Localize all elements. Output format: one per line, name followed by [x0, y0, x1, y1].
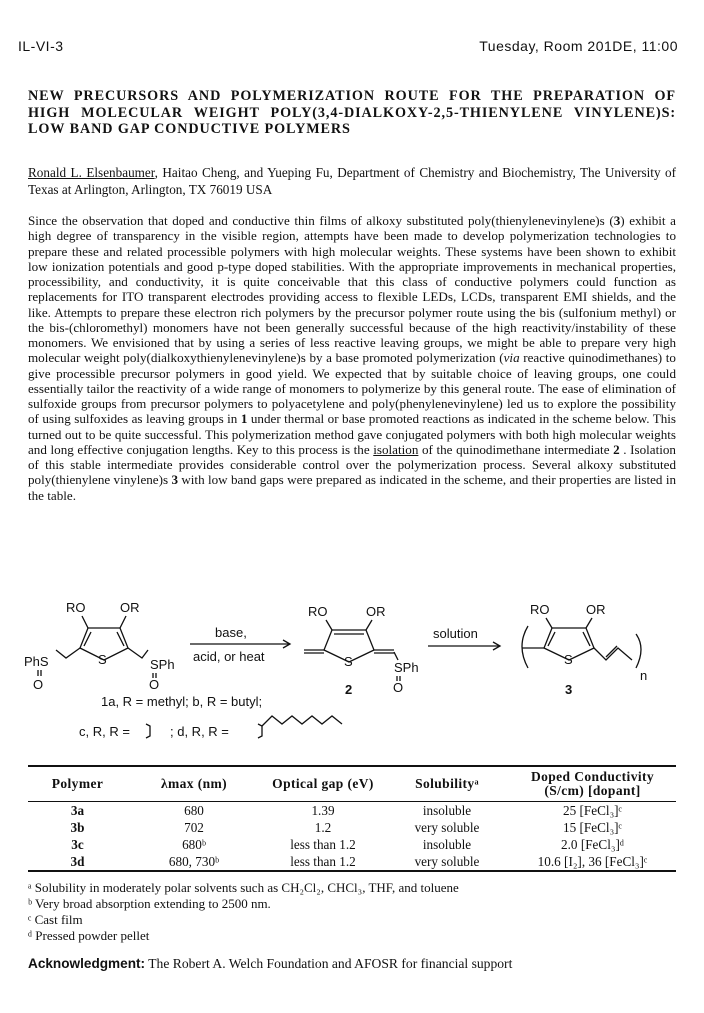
- ro-label: RO: [308, 604, 328, 619]
- reaction-arrow-2: [428, 626, 500, 650]
- cell-solubility: insoluble: [422, 836, 472, 852]
- abstract-text: ) exhibit a high degree of transparency in the visible region, attempts have been made to develop polymerization technologies to prepare these and related processible polymers with high molecular weights. These systems have been shown to exhibit low ionization potentials and good p-type doped stabilities. With the appropriate improvements in mechanical properties, processibility, and conductivity, it is quite conceivable that this class of conductive polymers could function as replacements for ITO transparent electrodes providing access to flexible LEDs, LCDs, transparent EMI shields, and the like. Attempts to prepare these electron rich polymers by the precursor polymer route using the bis (sulfonium methyl) or the bis-(chloromethyl) monomers have not been generally successful because of the high reactivity/instability of these monomers. We envisioned that by using a series of less reactive leaving groups, we might be able to prepare very high molecular weight poly(dialkoxythienylenevinylene)s by a base promoted polymerization (: [28, 213, 676, 366]
- arrow-condition: base,: [215, 625, 247, 640]
- cell-solubility: insoluble: [422, 802, 472, 818]
- abstract-text: of the quinodimethane intermediate: [418, 441, 614, 457]
- presenting-author: Ronald L. Elsenbaumer: [28, 165, 155, 180]
- abstract-text: . Isolation of this stable intermediate provides considerable control over the polymerization process. Several alkoxy substituted poly(thienylene vinylene)s: [28, 441, 676, 488]
- acknowledgment-label: Acknowledgment:: [28, 956, 146, 971]
- footnote-b: ᵇ Very broad absorption extending to 2500 nm.: [28, 896, 271, 911]
- abstract-text: reactive quinodimethanes) to give processible precursor polymers in good yield. We expected that by suitable choice of leaving groups, one could essentially tailor the reactivity of a wide range of monomers to polymerize by this general route. The ease of elimination of sulfoxide groups from precursor polymers to polyacetylene and poly(phenylenevinylene) led us to explore the possibility of using sulfoxides as leaving groups in: [28, 350, 676, 427]
- cell-lambda: 680: [184, 802, 204, 818]
- compound-label-3: 3: [565, 682, 573, 697]
- abstract-underline: isolation: [373, 441, 419, 457]
- table-row: [28, 819, 676, 836]
- table-header-row: [28, 766, 676, 802]
- reaction-scheme: [0, 598, 704, 758]
- abstract-body: [28, 213, 676, 503]
- s-label: S: [98, 652, 107, 667]
- ethylene-bridge-icon: [146, 724, 150, 738]
- s-label: S: [344, 654, 353, 669]
- o-label: O: [33, 677, 44, 692]
- cell-conductivity: 25 [FeCl₃]ᶜ: [563, 802, 622, 818]
- cell-gap: less than 1.2: [290, 853, 356, 869]
- compound-1-structure: [24, 600, 175, 692]
- abstract-text: with low band gaps were prepared as indicated in the scheme, and their properties are listed in the table.: [28, 472, 677, 503]
- col-polymer: Polymer: [51, 776, 104, 791]
- scheme-legend-d: ; d, R, R =: [170, 724, 229, 739]
- cell-conductivity: 10.6 [I₂], 36 [FeCl₃]ᶜ: [537, 853, 648, 869]
- session-info: Tuesday, Room 201DE, 11:00: [479, 38, 678, 54]
- cell-lambda: 702: [184, 819, 204, 835]
- compound-ref: 1: [240, 411, 248, 427]
- footnote-c: ᶜ Cast film: [28, 912, 83, 927]
- sph-label: SPh: [150, 657, 175, 672]
- cell-polymer: 3a: [70, 802, 85, 818]
- ro-label: RO: [530, 602, 550, 617]
- cell-gap: less than 1.2: [290, 836, 356, 852]
- cell-lambda: 680ᵇ: [182, 836, 206, 852]
- scheme-legend-line1: 1a, R = methyl; b, R = butyl;: [101, 694, 263, 709]
- compound-ref: 3: [613, 213, 621, 228]
- table-row: [28, 836, 676, 853]
- footnote-d: ᵈ Pressed powder pellet: [28, 928, 150, 943]
- abstract-italic: via: [503, 350, 520, 366]
- abstract-text: Since the observation that doped and conductive thin films of alkoxy substituted poly(thienylenevinylene)s (: [28, 213, 614, 228]
- col-conductivity: Doped Conductivity (S/cm) [dopant]: [530, 769, 655, 798]
- arrow-condition: acid, or heat: [193, 649, 265, 664]
- or-label: OR: [586, 602, 606, 617]
- or-label: OR: [366, 604, 386, 619]
- properties-table: [28, 765, 676, 872]
- s-label: S: [564, 652, 573, 667]
- cell-lambda: 680, 730ᵇ: [168, 853, 220, 869]
- o-label: O: [393, 680, 404, 695]
- acknowledgment-text: The Robert A. Welch Foundation and AFOSR for financial support: [148, 956, 513, 971]
- cell-conductivity: 2.0 [FeCl₃]ᵈ: [561, 836, 624, 852]
- sph-label: SPh: [394, 660, 419, 675]
- author-affiliation: [28, 165, 676, 198]
- properties-table-wrap: [28, 765, 676, 872]
- footnote-a: ᵃ Solubility in moderately polar solvents such as CH₂Cl₂, CHCl₃, THF, and toluene: [28, 880, 459, 895]
- compound-2-structure: [304, 604, 419, 695]
- abstract-text: under thermal or base promoted reactions as indicated in the scheme below. This turned out to be quite successful. This polymerization method gave conjugated polymers with both high molecular weights and long effective conjugation lengths. Key to this process is the: [28, 411, 676, 457]
- compound-ref: 3: [171, 472, 178, 488]
- compound-ref: 2: [613, 441, 620, 457]
- col-gap: Optical gap (eV): [272, 776, 374, 791]
- table-footnotes: [28, 880, 688, 944]
- reaction-arrow-1: [190, 625, 290, 664]
- or-label: OR: [120, 600, 140, 615]
- table-row: [28, 853, 676, 871]
- cell-gap: 1.2: [314, 819, 332, 835]
- col-lambda: λmax (nm): [160, 776, 228, 791]
- phs-label: PhS: [24, 654, 49, 669]
- repeat-n: n: [640, 668, 648, 683]
- table-row: [28, 802, 676, 820]
- alkyl-chain-icon: [258, 716, 342, 738]
- compound-3-structure: [522, 602, 647, 683]
- ro-label: RO: [66, 600, 86, 615]
- cell-polymer: 3b: [70, 819, 85, 835]
- cell-conductivity: 15 [FeCl₃]ᶜ: [563, 819, 622, 835]
- cell-gap: 1.39: [311, 802, 335, 818]
- acknowledgment: [28, 956, 688, 972]
- paper-title: NEW PRECURSORS AND POLYMERIZATION ROUTE FOR THE PREPARATION OF HIGH MOLECULAR WEIGHT POLY(3,4-DIALKOXY-2,5-THIENYLENE VINYLENE)S: LOW BAND GAP CONDUCTIVE POLYMERS: [28, 88, 676, 137]
- arrow-condition: solution: [433, 626, 478, 641]
- col-solubility: Solubilityᵃ: [415, 776, 479, 791]
- o-label: O: [149, 677, 160, 692]
- scheme-legend-c: c, R, R =: [79, 724, 130, 739]
- compound-label-2: 2: [345, 682, 353, 697]
- authors-rest: , Haitao Cheng, and Yueping Fu, Department of Chemistry and Biochemistry, The University of Texas at Arlington, Arlington, TX 76019 USA: [28, 165, 676, 197]
- session-code: IL-VI-3: [18, 38, 64, 54]
- cell-polymer: 3c: [71, 836, 84, 852]
- cell-polymer: 3d: [70, 853, 85, 869]
- cell-solubility: very soluble: [414, 853, 480, 869]
- cell-solubility: very soluble: [414, 819, 480, 835]
